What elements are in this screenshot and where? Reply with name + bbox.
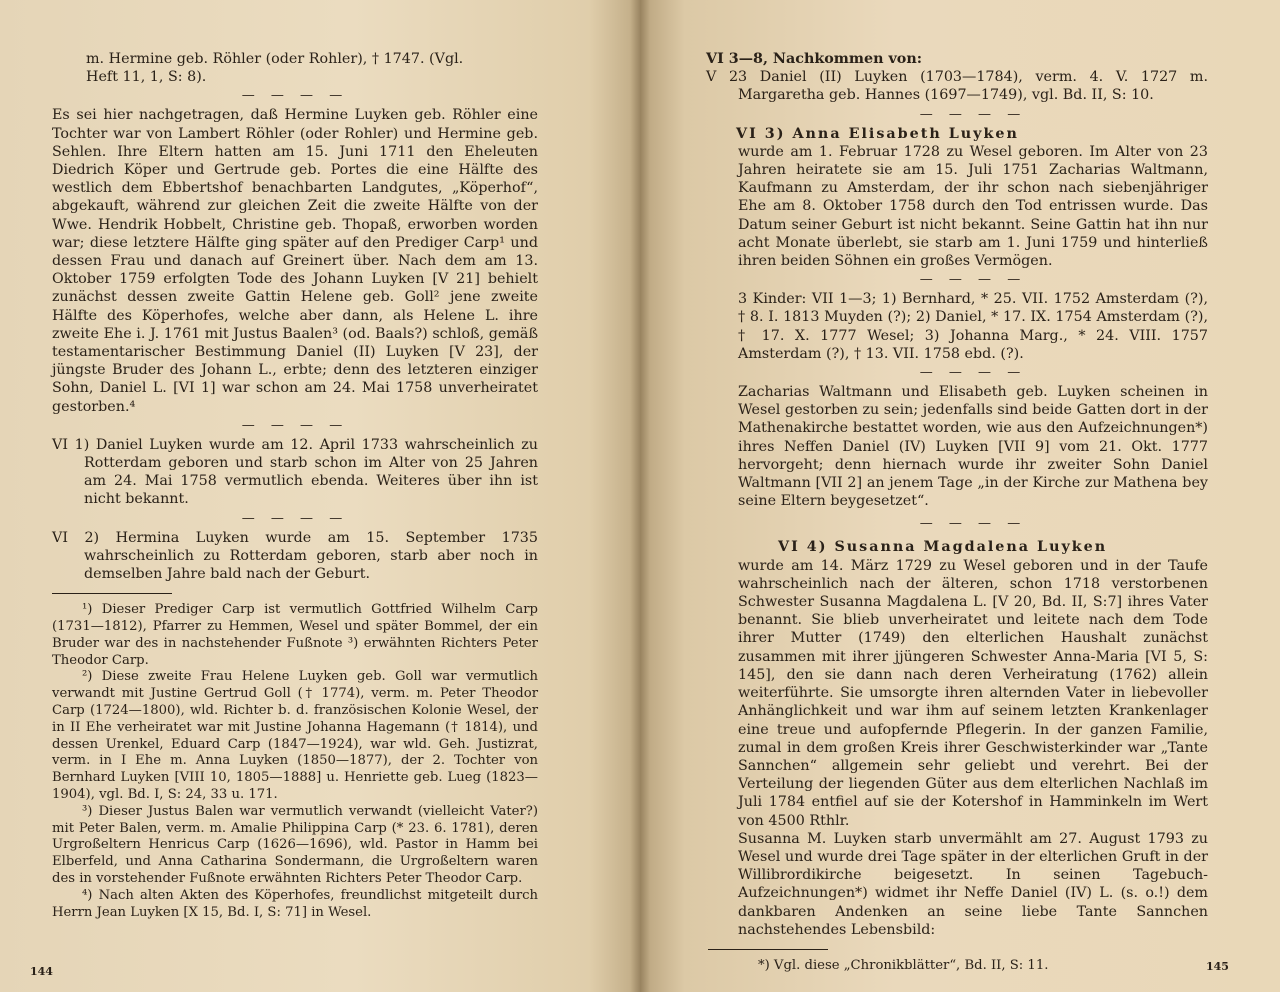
right-page	[640, 0, 1280, 992]
divider: — — — —	[241, 417, 349, 433]
children-list: 3 Kinder: VII 1—3; 1) Bernhard, * 25. VII. 1752 Amsterdam (?), † 8. I. 1813 Muyden (?); 2) Daniel, * 17. IX. 1754 Amsterdam (?), † 17. X. 1777 Wesel; 3) Johanna Marg., * 24. VIII. 1757 Amsterdam (?), † 13. VII. 1758 ebd. (?).	[738, 291, 1208, 362]
paragraph-waltmann: Zacharias Waltmann und Elisabeth geb. Luyken scheinen in Wesel gestorben zu sein; jedenfalls sind beide Gatten dort in der Mathenakirche bestattet worden, wie aus den Aufzeichnungen*) ihres Neffen Daniel (IV) Luyken [VII 9] vom 21. Okt. 1777 hervorgeht; denn hiernach wurde ihr zweiter Sohn Daniel Waltmann [VII 2] an jenem Tage „in der Kirche zur Mathena bey seine Eltern beygesetzet“.	[738, 384, 1208, 510]
heading-nachkommen-text: VI 3—8, Nachkommen von:	[706, 51, 923, 67]
entry-vi-2: VI 2) Hermina Luyken wurde am 15. September 1735 wahrscheinlich zu Rotterdam geboren, starb aber noch in demselben Jahre bald nach der Geburt.	[52, 529, 538, 583]
left-top-line-1: m. Hermine geb. Röhler (oder Rohler), † 1747. (Vgl.	[86, 51, 464, 67]
footnote-chronikblaetter: *) Vgl. diese „Chronikblätter“, Bd. II, S: 11.	[758, 957, 1049, 973]
footnote-rule	[708, 949, 828, 950]
entry-vi-1: VI 1) Daniel Luyken wurde am 12. April 1733 wahrscheinlich zu Rotterdam geboren und starb schon im Alter von 25 Jahren am 24. Mai 1758 vermutlich ebenda. Weiteres über ihn ist nicht bekannt.	[52, 436, 538, 508]
entry-vi-4-text-2: Susanna M. Luyken starb unvermählt am 27. August 1793 zu Wesel und wurde drei Tage später in der elterlichen Gruft in der Willibrordikirche beigesetzt. In seinen Tagebuch-Aufzeichnungen*) widmet ihr Neffe Daniel (IV) L. (s. o.!) dem dankbaren Andenken an seine liebe Tante Sannchen nachstehendes Lebensbild:	[738, 830, 1208, 938]
entry-vi-3-text: wurde am 1. Februar 1728 zu Wesel geboren. Im Alter von 23 Jahren heiratete sie am 15. Juli 1751 Zacharias Waltmann, Kaufmann zu Amsterdam, der ihr schon nach siebenjähriger Ehe am 8. Oktober 1758 durch den Tod entrissen wurde. Das Datum seiner Geburt ist nicht bekannt. Seine Gattin hat ihn nur acht Monate überlebt, sie starb am 1. Juni 1759 und hinterließ ihren beiden Söhnen ein großes Vermögen.	[738, 143, 1208, 270]
divider: — — — —	[919, 516, 1027, 532]
page-number-right: 145	[1206, 960, 1229, 973]
footnote-4: ⁴) Nach alten Akten des Köperhofes, freundlichst mitgeteilt durch Herrn Jean Luyken [X 15, Bd. I, S: 71] in Wesel.	[52, 887, 538, 920]
entry-vi-4-text: wurde am 14. März 1729 zu Wesel geboren und in der Taufe wahrscheinlich nach der älteren, schon 1718 verstorbenen Schwester Susanna Magdalena L. [V 20, Bd. II, S:7] ihres Vater benannt. Sie blieb unverheiratet und leitete nach dem Tode ihrer Mutter (1749) den elterlichen Haushalt zunächst zusammen mit ihrer jjüngeren Schwester Anna-Maria [VI 5, S: 145], den sie dann nach deren Verheiratung (1762) allein weiterführte. Sie umsorgte ihren alternden Vater in liebevoller Anhänglichkeit und war ihm auf seinem letzten Krankenlager eine treue und aufopfernde Pflegerin. In der ganzen Familie, zumal in dem großen Kreis ihrer Geschwisterkinder war „Tante Sannchen“ allgemein sehr geliebt und verehrt. Bei der Verteilung der liegenden Güter aus dem elterlichen Nachlaß im Juli 1784 entfiel auf sie der Kotershof in Hamminkeln im Wert von 4500 Rthlr.	[738, 557, 1208, 829]
entry-vi-4-title-text: VI 4) Susanna Magdalena Luyken	[778, 539, 1108, 556]
divider: — — — —	[241, 88, 349, 104]
footnote-1: ¹) Dieser Prediger Carp ist vermutlich Gottfried Wilhelm Carp (1731—1812), Pfarrer zu Hemmen, Wesel und später Bommel, der ein Bruder war des in nachstehender Fußnote ³) erwähnten Richters Peter Theodor Carp.	[52, 602, 538, 668]
divider: — — — —	[919, 365, 1027, 381]
entry-vi-3-title	[736, 125, 1208, 143]
left-top-line-2: Heft 11, 1, S: 8).	[86, 69, 207, 86]
divider: — — — —	[919, 106, 1027, 122]
page-number-left: 144	[30, 965, 53, 978]
divider: — — — —	[241, 510, 349, 526]
left-page-text	[52, 50, 538, 921]
entry-vi-3-title-text: VI 3) Anna Elisabeth Luyken	[736, 125, 1019, 142]
paragraph-koeperhof: Es sei hier nachgetragen, daß Hermine Luyken geb. Röhler eine Tochter war von Lambert Röhler (oder Rohler) und Hermine geb. Sehlen. Ihre Eltern hatten am 15. Juni 1711 den Eheleuten Diedrich Köper und Gertrude geb. Portes die eine Hälfte des westlich dem Ebbertshof benachbarten Landgutes, „Köperhof“, abgekauft, während zur gleichen Zeit die zweite Hälfte von der Wwe. Hendrik Hobbelt, Christine geb. Thopaß, erworben worden war; diese letztere Hälfte ging später auf den Prediger Carp¹ und dessen Frau und danach auf Greinert über. Nach dem am 13. Oktober 1759 erfolgten Tode des Johann Luyken [V 21] behielt zunächst dessen zweite Gattin Helene geb. Goll² jene zweite Hälfte des Köperhofes, welche aber dann, als Helene L. ihre zweite Ehe i. J. 1761 mit Justus Baalen³ (od. Baals?) schloß, gemäß testamentarischer Bestimmung Daniel (II) Luyken [V 23], der jüngste Bruder des Johann L., erbte; denn des letzteren einziger Sohn, Daniel L. [VI 1] war schon am 24. Mai 1758 unverheiratet gestorben.⁴	[52, 107, 538, 415]
book-gutter	[630, 0, 650, 992]
footnote-rule	[52, 593, 172, 594]
divider: — — — —	[919, 272, 1027, 288]
entry-vi-4-title	[738, 538, 1208, 556]
heading-parents: V 23 Daniel (II) Luyken (1703—1784), verm. 4. V. 1727 m. Margaretha geb. Hannes (1697—1749), vgl. Bd. II, S: 10.	[706, 69, 1208, 104]
footnote-2: ²) Diese zweite Frau Helene Luyken geb. Goll war vermutlich verwandt mit Justine Gertrud Goll († 1774), verm. m. Peter Theodor Carp (1724—1800), wld. Richter b. d. französischen Kolonie Wesel, der in II Ehe verheiratet war mit Justine Johanna Hagemann († 1814), und dessen Urenkel, Eduard Carp (1847—1924), war wld. Geh. Justizrat, verm. in I Ehe m. Anna Luyken (1850—1877), der 2. Tochter von Bernhard Luyken [VIII 10, 1805—1888] u. Henriette geb. Lueg (1823—1904), vgl. Bd. I, S: 24, 33 u. 171.	[52, 669, 538, 803]
right-page-text	[706, 50, 1208, 975]
heading-nachkommen	[706, 50, 1208, 68]
footnote-3: ³) Dieser Justus Balen war vermutlich verwandt (vielleicht Vater?) mit Peter Balen, verm. m. Amalie Philippina Carp (* 23. 6. 1781), deren Urgroßeltern Henricus Carp (1626—1696), wld. Pastor in Hamm bei Elberfeld, und Anna Catharina Sondermann, die Urgroßeltern waren des in vorstehender Fußnote erwähnten Richters Peter Theodor Carp.	[52, 803, 538, 887]
